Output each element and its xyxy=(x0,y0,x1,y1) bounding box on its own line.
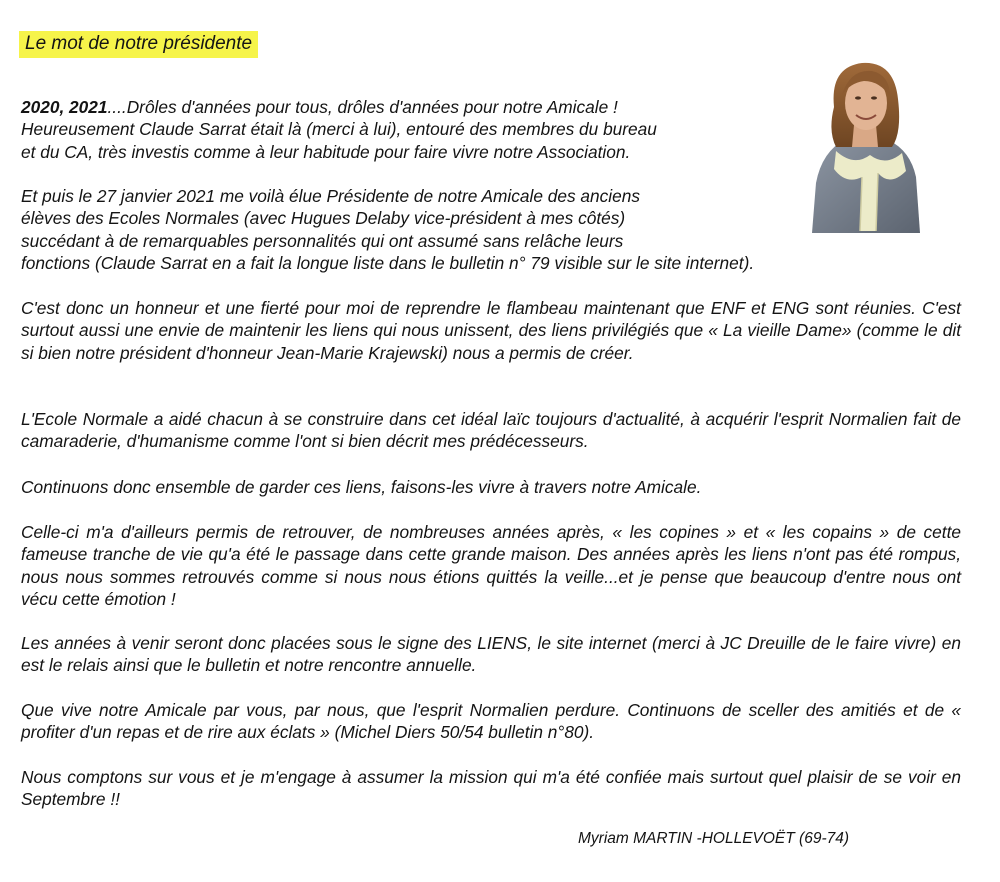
paragraph-2-line-1: Et puis le 27 janvier 2021 me voilà élue Présidente de notre Amicale des anciens xyxy=(21,186,640,206)
paragraph-2-line-2: élèves des Ecoles Normales (avec Hugues Delaby vice-président à mes côtés) xyxy=(21,208,626,229)
paragraph-1-line-1: ....Drôles d'années pour tous, drôles d'années pour notre Amicale ! xyxy=(107,97,618,117)
paragraph-8: Que vive notre Amicale par vous, par nous, que l'esprit Normalien perdure. Continuons de sceller des amitiés et de « profiter d'un repas et de rire aux éclats » (Michel Diers 50/54 bulletin n°80). xyxy=(21,700,961,743)
paragraph-1-line-3: et du CA, très investis comme à leur habitude pour faire vivre notre Association. xyxy=(21,141,631,162)
page-title: Le mot de notre présidente xyxy=(19,31,258,58)
paragraph-2-line-4: fonctions (Claude Sarrat en a fait la longue liste dans le bulletin n° 79 visible sur le site internet). xyxy=(21,252,755,273)
paragraph-1 xyxy=(21,96,781,163)
paragraph-3: C'est donc un honneur et une fierté pour moi de reprendre le flambeau maintenant que ENF et ENG sont réunies. C'est surtout aussi une envie de maintenir les liens qui nous unissent, des liens privilégiés que « La vieille Dame» (comme le dit si bien notre président d'honneur Jean-Marie Krajewski) nous a permis de créer. xyxy=(21,298,961,363)
signature: Myriam MARTIN -HOLLEVOËT (69-74) xyxy=(578,830,850,847)
paragraph-6: Celle-ci m'a d'ailleurs permis de retrouver, de nombreuses années après, « les copines » et « les copains » de cette fameuse tranche de vie qu'a été le passage dans cette grande maison. Des années après les liens n'ont pas été rompus, nous nous sommes retrouvés comme si nous nous étions quittés la veille...et je pense que beaucoup d'entre nous ont vécu cette émotion ! xyxy=(21,522,961,609)
paragraph-9: Nous comptons sur vous et je m'engage à assumer la mission qui m'a été confiée mais surtout quel plaisir de se voir en Septembre !! xyxy=(21,767,961,810)
paragraph-1-line-2: Heureusement Claude Sarrat était là (merci à lui), entouré des membres du bureau xyxy=(21,119,657,140)
president-portrait-photo xyxy=(806,55,924,233)
paragraph-5: Continuons donc ensemble de garder ces liens, faisons-les vivre à travers notre Amicale. xyxy=(21,477,702,497)
paragraph-4: L'Ecole Normale a aidé chacun à se construire dans cet idéal laïc toujours d'actualité, à acquérir l'esprit Normalien fait de camaraderie, d'humanisme comme l'ont si bien décrit mes prédécesseurs. xyxy=(21,409,961,452)
paragraph-2-line-3: succédant à de remarquables personnalités qui ont assumé sans relâche leurs xyxy=(21,230,624,251)
paragraph-1-years: 2020, 2021 xyxy=(21,97,108,117)
paragraph-7: Les années à venir seront donc placées sous le signe des LIENS, le site internet (merci à JC Dreuille de le faire vivre) en est le relais ainsi que le bulletin et notre rencontre annuelle. xyxy=(21,633,961,676)
